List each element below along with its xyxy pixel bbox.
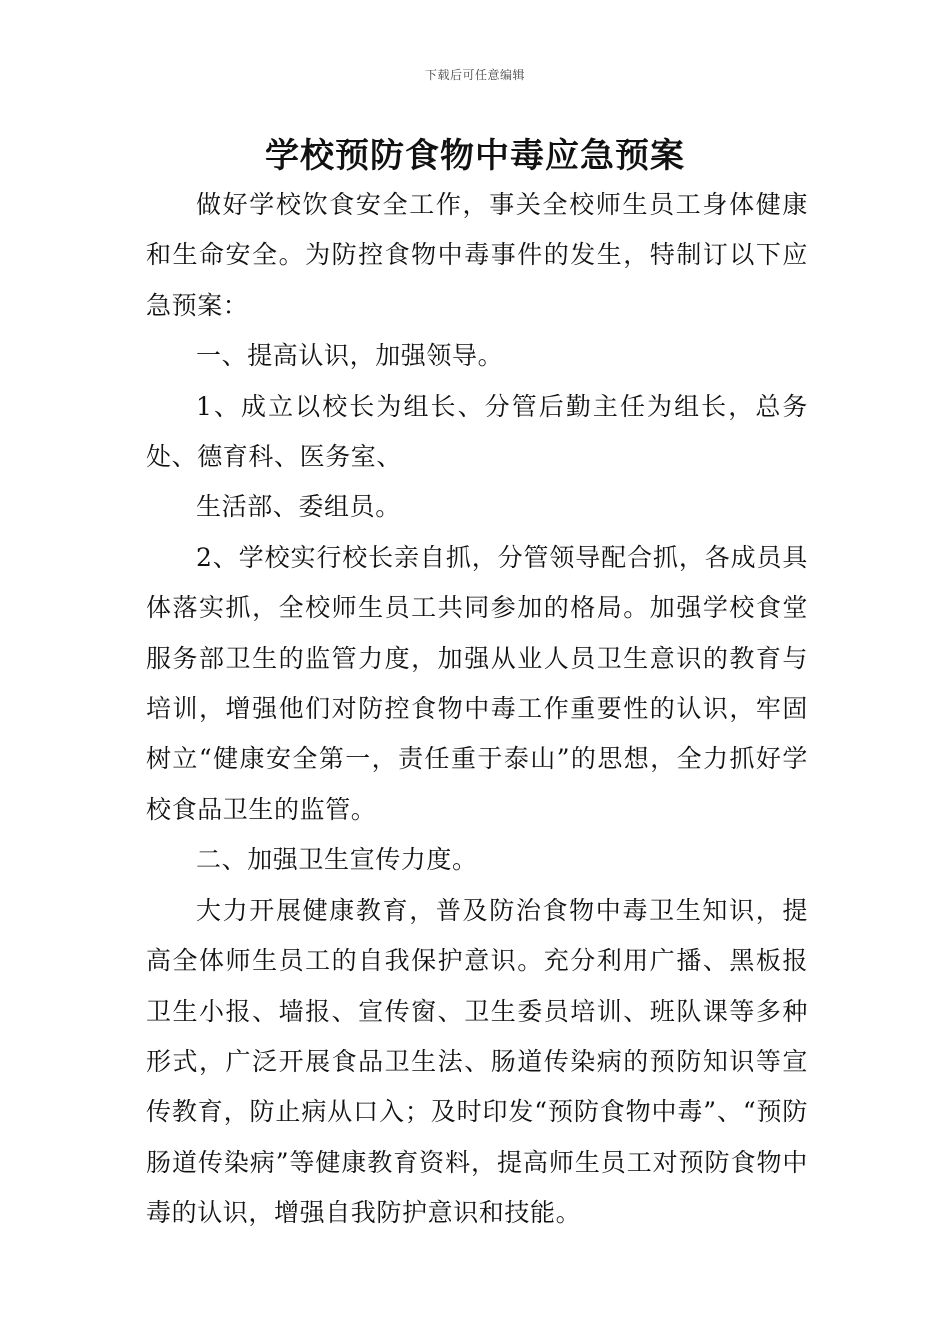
paragraph-intro: 做好学校饮食安全工作，事关全校师生员工身体健康和生命安全。为防控食物中毒事件的发生，特制订以下应急预案： [146, 190, 808, 320]
section-heading-1: 一、提高认识，加强领导。 [196, 341, 504, 371]
section-heading-2: 二、加强卫生宣传力度。 [196, 845, 478, 875]
paragraph-item-1-continued: 生活部、委组员。 [196, 492, 401, 522]
paragraph-item-2: 2、学校实行校长亲自抓，分管领导配合抓，各成员具体落实抓，全校师生员工共同参加的格局。加强学校食堂服务部卫生的监管力度，加强从业人员卫生意识的教育与培训，增强他们对防控食物中毒工作重要性的认识，牢固树立“健康安全第一，责任重于泰山”的思想，全力抓好学校食品卫生的监管。 [146, 542, 808, 824]
document-title: 学校预防食物中毒应急预案 [265, 136, 685, 176]
paragraph-health-education: 大力开展健康教育，普及防治食物中毒卫生知识，提高全体师生员工的自我保护意识。充分利用广播、黑板报卫生小报、墙报、宣传窗、卫生委员培训、班队课等多种形式，广泛开展食品卫生法、肠道传染病的预防知识等宣传教育，防止病从口入；及时印发“预防食物中毒”、“预防肠道传染病”等健康教育资料，提高师生员工对预防食物中毒的认识，增强自我防护意识和技能。 [146, 895, 808, 1228]
document-body [146, 180, 808, 1239]
paragraph-item-1: 1、成立以校长为组长、分管后勤主任为组长，总务处、德育科、医务室、 [146, 391, 808, 472]
header-note: 下载后可任意编辑 [424, 68, 525, 82]
